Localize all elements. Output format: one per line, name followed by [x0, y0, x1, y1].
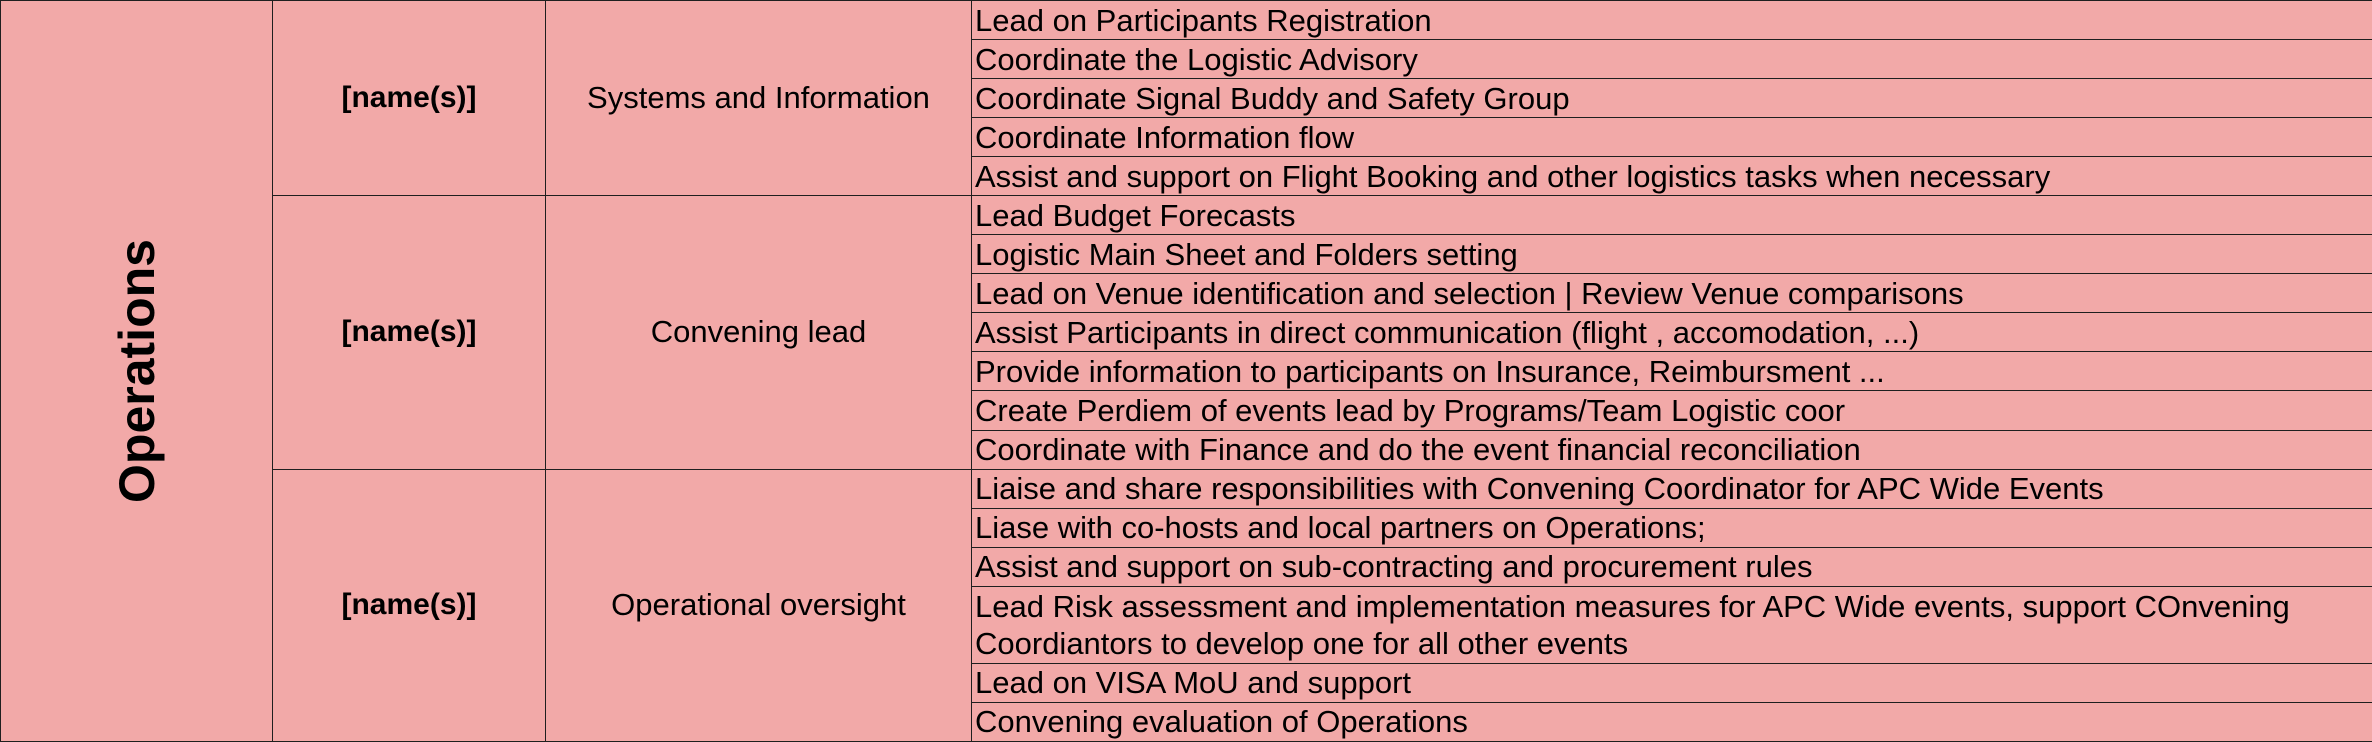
task-cell[interactable]: Liaise and share responsibilities with Convening Coordinator for APC Wide Events [972, 469, 2372, 508]
task-cell[interactable]: Lead on VISA MoU and support [972, 663, 2372, 702]
department-cell[interactable] [1, 1, 273, 742]
task-cell[interactable]: Lead on Venue identification and selection | Review Venue comparisons [972, 274, 2372, 313]
task-cell[interactable]: Lead Budget Forecasts [972, 196, 2372, 235]
table-row [1, 469, 2372, 508]
table-row [1, 196, 2372, 235]
names-cell[interactable]: [name(s)] [273, 196, 546, 469]
task-cell[interactable]: Assist and support on sub-contracting and procurement rules [972, 547, 2372, 586]
role-cell[interactable]: Systems and Information [546, 1, 972, 196]
role-cell[interactable]: Operational oversight [546, 469, 972, 741]
task-cell[interactable]: Coordinate Information flow [972, 118, 2372, 157]
task-cell[interactable]: Provide information to participants on Insurance, Reimbursment ... [972, 352, 2372, 391]
names-cell[interactable]: [name(s)] [273, 1, 546, 196]
task-cell[interactable]: Assist Participants in direct communication (flight , accomodation, ...) [972, 313, 2372, 352]
task-cell[interactable]: Liase with co-hosts and local partners on Operations; [972, 508, 2372, 547]
task-cell[interactable]: Convening evaluation of Operations [972, 702, 2372, 741]
task-cell[interactable]: Logistic Main Sheet and Folders setting [972, 235, 2372, 274]
task-cell[interactable]: Coordinate with Finance and do the event financial reconciliation [972, 430, 2372, 469]
task-cell[interactable]: Lead Risk assessment and implementation measures for APC Wide events, support COnvening Coordiantors to develop one for all other events [972, 586, 2372, 663]
role-cell[interactable]: Convening lead [546, 196, 972, 469]
table-row [1, 1, 2372, 40]
task-cell[interactable]: Coordinate the Logistic Advisory [972, 40, 2372, 79]
task-cell[interactable]: Assist and support on Flight Booking and other logistics tasks when necessary [972, 157, 2372, 196]
task-cell[interactable]: Create Perdiem of events lead by Programs/Team Logistic coor [972, 391, 2372, 430]
department-label: Operations [108, 239, 165, 503]
task-cell[interactable]: Lead on Participants Registration [972, 1, 2372, 40]
task-cell[interactable]: Coordinate Signal Buddy and Safety Group [972, 79, 2372, 118]
names-cell[interactable]: [name(s)] [273, 469, 546, 741]
